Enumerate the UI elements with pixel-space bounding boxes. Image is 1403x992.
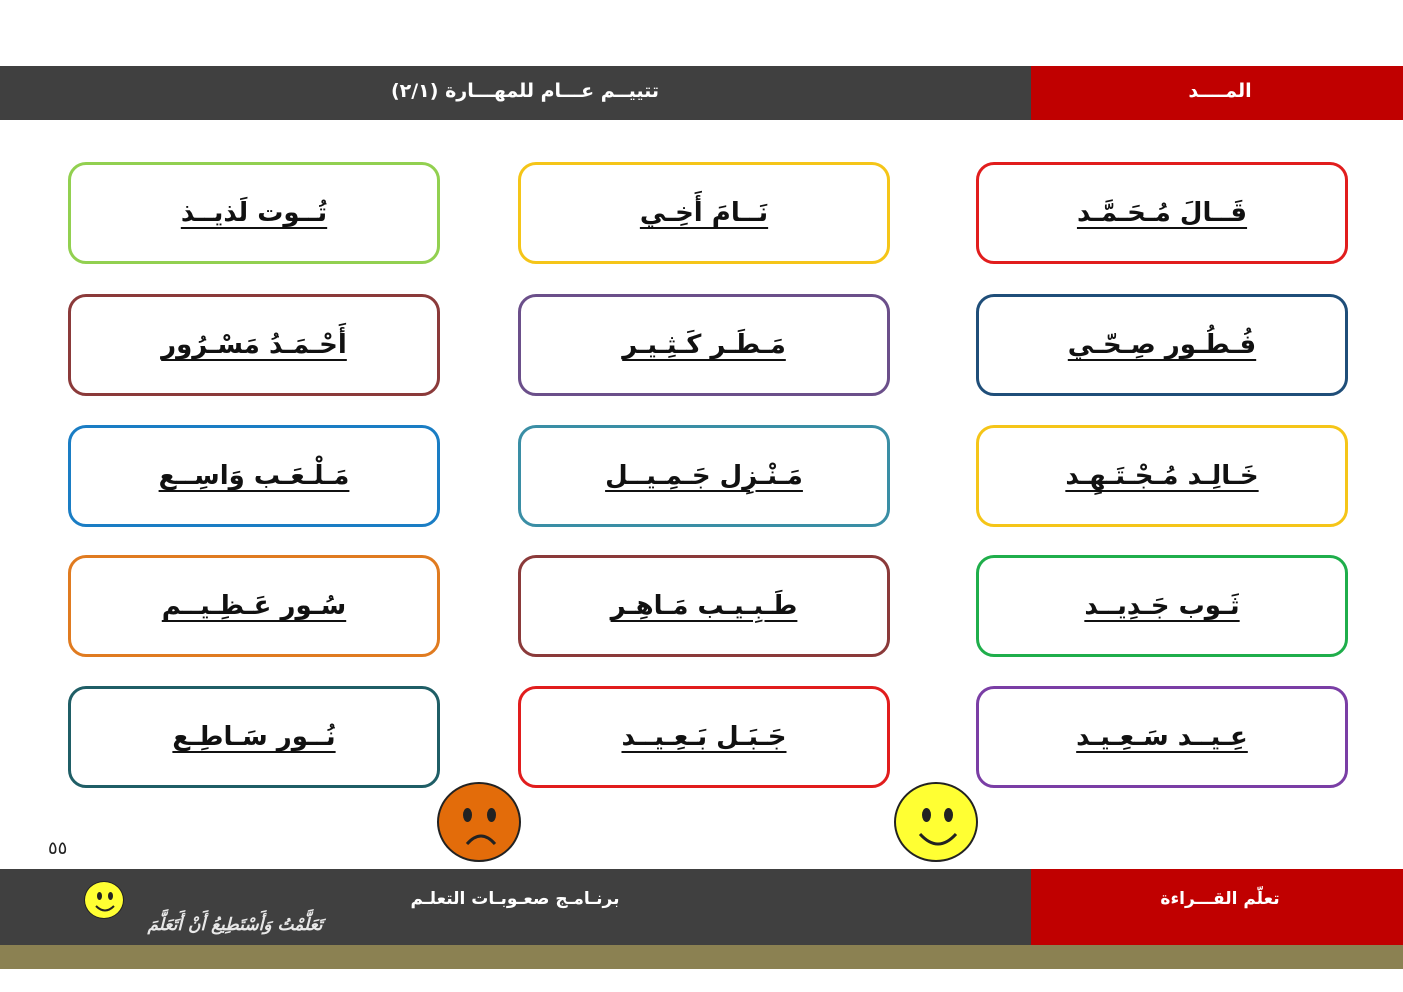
word-card-4 (68, 294, 440, 396)
lesson-title: تتييــم عـــام للمهـــارة (٢/١) (390, 80, 660, 102)
word-card-text: مَـنْـزِل جَـمِـيــل (605, 461, 803, 491)
word-card-9 (976, 425, 1348, 527)
word-card-5 (518, 294, 890, 396)
word-card-text: تُــوت لَذيــذ (180, 198, 328, 228)
word-card-text: سُـور عَـظِـيــم (161, 591, 347, 621)
section-title: المــــد (1188, 80, 1252, 102)
word-card-7 (68, 425, 440, 527)
smiley-logo-icon (84, 881, 124, 919)
word-card-10 (68, 555, 440, 657)
word-card-11 (518, 555, 890, 657)
happy-mouth (896, 784, 980, 864)
word-card-text: فُـطُـور صِـحّـي (1067, 330, 1257, 360)
sad-face-icon[interactable] (437, 782, 521, 862)
word-card-8 (518, 425, 890, 527)
happy-face-icon[interactable] (894, 782, 978, 862)
footer-bar (0, 869, 1403, 945)
word-card-text: مَـطَـر كَـثِـيـر (622, 330, 786, 360)
word-card-text: أَحْـمَـدُ مَسْـرُور (161, 330, 347, 360)
word-card-12 (976, 555, 1348, 657)
word-card-1 (68, 162, 440, 264)
word-card-text: خَـالِـد مُـجْـتَـهِـد (1065, 461, 1259, 491)
book-name: تعلّم القـــراءة (1160, 889, 1280, 909)
sad-mouth (439, 784, 523, 864)
word-card-14 (518, 686, 890, 788)
word-card-2 (518, 162, 890, 264)
word-card-3 (976, 162, 1348, 264)
slogan: تَعَلَّمْتُ وَأَسْتَطِيعُ أَنْ أَتَعَلَّمَ (147, 915, 323, 935)
word-card-text: قَــالَ مُـحَـمَّـد (1076, 198, 1248, 228)
word-card-6 (976, 294, 1348, 396)
word-card-text: مَـلْـعَـب وَاسِــع (158, 461, 350, 491)
page-number: ٥٥ (48, 838, 68, 859)
footer-olive-strip (0, 945, 1403, 969)
word-card-text: طَـبِـيـب مَـاهِـر (610, 591, 798, 621)
word-card-text: نُــور سَـاطِـع (172, 722, 336, 752)
top-header-bar (0, 66, 1403, 120)
word-card-15 (976, 686, 1348, 788)
word-card-13 (68, 686, 440, 788)
word-card-text: نَــامَ أَخِـي (639, 198, 769, 228)
word-card-text: جَـبَـل بَـعِـيــد (621, 722, 787, 752)
word-card-text: ثَـوب جَـدِيــد (1084, 591, 1240, 621)
word-card-text: عِـيــد سَـعِـيـد (1076, 722, 1248, 752)
program-name: برنـامـج صعـوبـات التعلـم (410, 889, 620, 909)
